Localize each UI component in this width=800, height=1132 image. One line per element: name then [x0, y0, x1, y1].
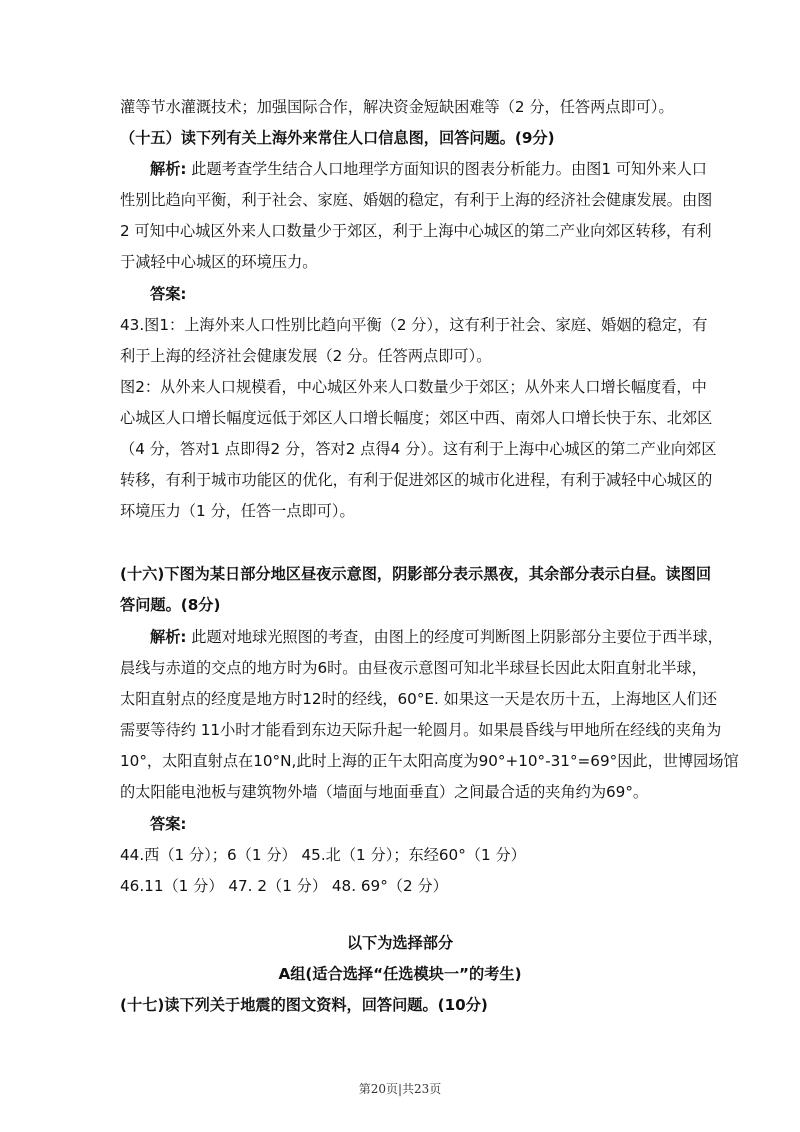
text-line: 环境压力（1 分，任答一点即可）。 — [120, 502, 355, 520]
answer-label: 答案: — [150, 285, 187, 303]
text-line: 2 可知中心城区外来人口数量少于郊区，利于上海中心城区的第二产业向郊区转移，有利 — [120, 222, 712, 240]
text-line: 性别比趋向平衡，利于社会、家庭、婚姻的稳定，有利于上海的经济社会健康发展。由图 — [120, 191, 713, 209]
analysis-paragraph-16: 解析: 此题对地球光照图的考查，由图上的经度可判断图上阴影部分主要位于西半球， — [150, 628, 723, 646]
page-footer: 第20页|共23页 — [358, 1082, 442, 1096]
text-line: 于减轻中心城区的环境压力。 — [120, 253, 318, 271]
text-line: 灌等节水灌溉技术；加强国际合作，解决资金短缺困难等（2 分，任答两点即可）。 — [120, 98, 674, 116]
text-line: 46.11（1 分） 47. 2（1 分） 48. 69°（2 分） — [120, 877, 448, 895]
section-heading: 以下为选择部分 — [346, 934, 454, 952]
text-line: 10°，太阳直射点在10°N,此时上海的正午太阳高度为90°+10°-31°=69°因此，世博园场馆 — [120, 752, 739, 770]
question-15-heading: （十五）读下列有关上海外来常住人口信息图，回答问题。(9分) — [120, 129, 555, 147]
analysis-label: 解析: — [150, 628, 187, 646]
text-line: 44.西（1 分）；6（1 分） 45.北（1 分）；东经60°（1 分） — [120, 846, 526, 864]
text-line: 转移，有利于城市功能区的优化，有利于促进郊区的城市化进程，有利于减轻中心城区的 — [120, 471, 713, 489]
text-line: 的太阳能电池板与建筑物外墙（墙面与地面垂直）之间最合适的夹角约为69°。 — [120, 783, 649, 801]
text-line: （4 分，答对1 点即得2 分，答对2 点得4 分）。这有利于上海中心城区的第二产业向郊区 — [120, 440, 717, 458]
text-line: 晨线与赤道的交点的地方时为6时。由昼夜示意图可知北半球昼长因此太阳直射北半球， — [120, 659, 707, 677]
answer-label: 答案: — [150, 815, 187, 833]
text-line: 43.图1：上海外来人口性别比趋向平衡（2 分），这有利于社会、家庭、婚姻的稳定，有 — [120, 316, 708, 334]
text-line: 利于上海的经济社会健康发展（2 分。任答两点即可）。 — [120, 347, 492, 365]
text-line: 需要等待约 11小时才能看到东边天际升起一轮圆月。如果晨昏线与甲地所在经线的夹角为 — [120, 721, 722, 739]
analysis-label: 解析: — [150, 160, 187, 178]
text-line: 图2：从外来人口规模看，中心城区外来人口数量少于郊区；从外来人口增长幅度看，中 — [120, 378, 707, 396]
question-16-heading-cont: 答问题。(8分) — [120, 596, 221, 614]
question-17-heading: (十七)读下列关于地震的图文资料，回答问题。(10分) — [120, 996, 488, 1014]
text-line: 心城区人口增长幅度远低于郊区人口增长幅度；郊区中西、南郊人口增长快于东、北郊区 — [120, 409, 713, 427]
question-16-heading: (十六)下图为某日部分地区昼夜示意图，阴影部分表示黑夜，其余部分表示白昼。读图回 — [120, 565, 712, 583]
group-a-heading: A组(适合选择“任选模块一”的考生) — [278, 965, 522, 983]
analysis-paragraph-15: 解析: 此题考查学生结合人口地理学方面知识的图表分析能力。由图1 可知外来人口 — [150, 160, 707, 178]
text-line: 太阳直射点的经度是地方时12时的经线，60°E. 如果这一天是农历十五，上海地区人们还 — [120, 690, 718, 708]
